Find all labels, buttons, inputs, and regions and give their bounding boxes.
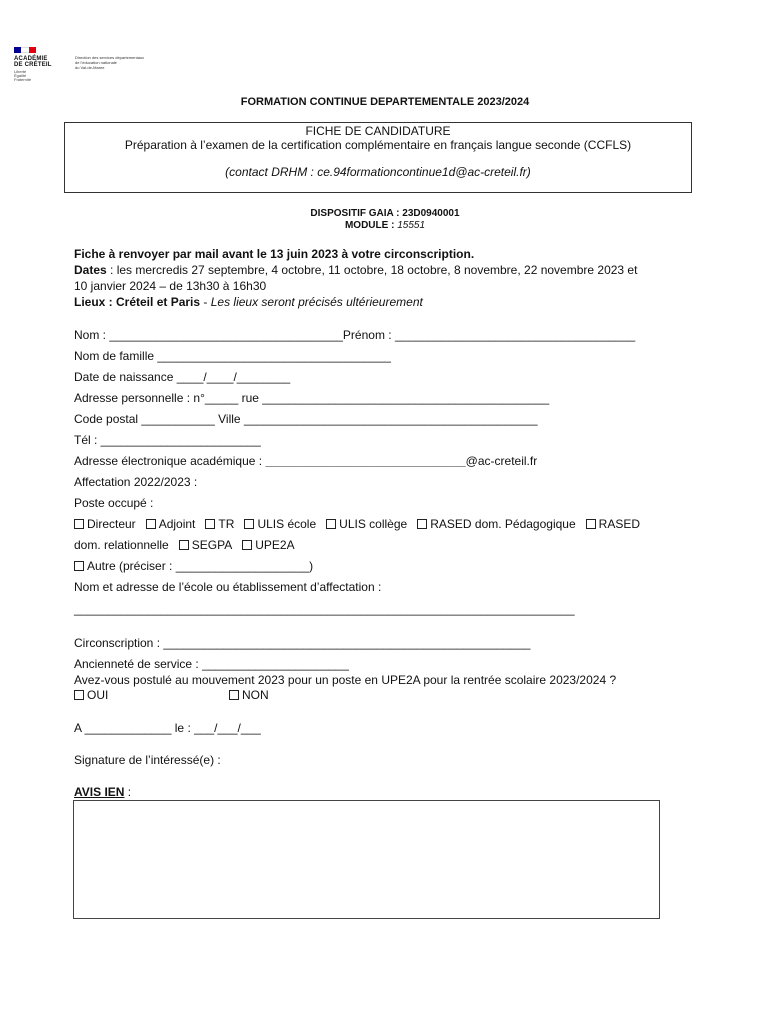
- email-field[interactable]: [74, 454, 537, 468]
- option-directeur-label: Directeur: [87, 517, 136, 531]
- option-non-label: NON: [242, 688, 269, 702]
- signature-label: Signature de l’intéressé(e) :: [74, 753, 221, 767]
- lieux-note: Les lieux seront précisés ultérieurement: [210, 295, 423, 309]
- ecole-field[interactable]: ___________________________________________________________________________: [74, 602, 575, 616]
- mouvement-question: Avez-vous postulé au mouvement 2023 pour un poste en UPE2A pour la rentrée scolaire 2023/2024 ?: [74, 673, 617, 687]
- dispositif-gaia: DISPOSITIF GAIA : 23D0940001: [310, 208, 460, 219]
- avis-ien-label: AVIS IEN: [74, 785, 125, 799]
- checkbox-icon[interactable]: [74, 561, 84, 571]
- option-directeur[interactable]: [74, 517, 136, 531]
- nom-famille-field[interactable]: Nom de famille ___________________________________: [74, 349, 391, 363]
- checkbox-icon[interactable]: [74, 519, 84, 529]
- checkbox-icon[interactable]: [205, 519, 215, 529]
- affectation-label: Affectation 2022/2023 :: [74, 475, 198, 489]
- logo-line-2: DE CRÉTEIL: [14, 62, 52, 68]
- avis-ien: [74, 785, 131, 799]
- ecole-label: Nom et adresse de l’école ou établissement d’affectation :: [74, 580, 382, 594]
- code-postal-field[interactable]: Code postal ___________ Ville ____________________________________________: [74, 412, 538, 426]
- date-naissance-field[interactable]: Date de naissance ____/____/________: [74, 370, 291, 384]
- option-oui[interactable]: [74, 688, 108, 702]
- logo-side-3: du Val-de-Marne: [75, 65, 105, 70]
- checkbox-icon[interactable]: [586, 519, 596, 529]
- renvoi-line: Fiche à renvoyer par mail avant le 13 juin 2023 à votre circonscription.: [74, 247, 475, 261]
- republic-flag-icon: [14, 47, 36, 53]
- email-label: Adresse électronique académique :: [74, 454, 266, 468]
- module-label: MODULE :: [344, 220, 395, 231]
- option-adjoint-label: Adjoint: [158, 517, 196, 531]
- poste-label: Poste occupé :: [74, 496, 154, 510]
- checkbox-icon[interactable]: [179, 540, 189, 550]
- option-ulis-college[interactable]: [326, 517, 407, 531]
- option-rased-peda[interactable]: [417, 517, 575, 531]
- dates-text-1: : les mercredis 27 septembre, 4 octobre, 11 octobre, 18 octobre, 8 novembre, 22 novembre 2023 et: [106, 263, 638, 277]
- logo-line-1: ACADÉMIE: [14, 56, 48, 62]
- circonscription-field[interactable]: Circonscription : _______________________________________________________: [74, 636, 531, 650]
- option-upe2a-label: UPE2A: [255, 538, 295, 552]
- option-adjoint[interactable]: [146, 517, 196, 531]
- lieux-label: Lieux : Créteil et Paris: [74, 295, 201, 309]
- dates-line-2: 10 janvier 2024 – de 13h30 à 16h30: [74, 279, 267, 293]
- lieux-sep: -: [200, 295, 211, 309]
- logo-motto-3: Fraternité: [14, 77, 32, 82]
- email-domain: @ac-creteil.fr: [465, 454, 538, 468]
- contact-line: (contact DRHM : ce.94formationcontinue1d@ac-creteil.fr): [225, 165, 531, 179]
- option-rased-rel-label: RASED: [598, 517, 641, 531]
- checkbox-icon[interactable]: [242, 540, 252, 550]
- logo-side-2: de l'éducation nationale: [75, 60, 117, 65]
- option-rased-rel-cont: dom. relationnelle: [74, 538, 169, 552]
- page-title: FORMATION CONTINUE DEPARTEMENTALE 2023/2024: [240, 96, 530, 108]
- logo-side-1: Direction des services départementaux: [75, 55, 145, 60]
- poste-options-row-1: [74, 517, 640, 531]
- option-autre[interactable]: [74, 559, 313, 573]
- option-ulis-college-label: ULIS collège: [339, 517, 408, 531]
- option-tr-label: TR: [218, 517, 235, 531]
- candidature-box: [64, 122, 692, 193]
- nom-prenom-field[interactable]: Nom : ___________________________________Prénom : ____________________________________: [74, 328, 636, 342]
- academie-logo: [14, 47, 174, 87]
- dates-line-1: [74, 263, 637, 278]
- option-oui-label: OUI: [87, 688, 109, 702]
- checkbox-icon[interactable]: [326, 519, 336, 529]
- option-ulis-ecole[interactable]: [244, 517, 316, 531]
- lieu-date-field[interactable]: A _____________ le : ___/___/___: [74, 721, 261, 735]
- option-segpa[interactable]: [179, 538, 232, 552]
- checkbox-icon[interactable]: [146, 519, 156, 529]
- module-value: 15551: [397, 220, 426, 231]
- fiche-subtitle: Préparation à l’examen de la certification complémentaire en français langue seconde (CCFLS): [124, 138, 632, 152]
- avis-ien-box[interactable]: [73, 800, 660, 919]
- option-ulis-ecole-label: ULIS école: [257, 517, 317, 531]
- checkbox-icon[interactable]: [244, 519, 254, 529]
- dates-label: Dates: [74, 263, 107, 277]
- option-upe2a[interactable]: [242, 538, 294, 552]
- logo-motto-1: Liberté: [14, 69, 27, 74]
- option-non[interactable]: [229, 688, 269, 702]
- anciennete-field[interactable]: Ancienneté de service : ______________________: [74, 657, 349, 671]
- poste-options-row-2: [74, 538, 295, 552]
- checkbox-icon[interactable]: [229, 690, 239, 700]
- logo-motto-2: Égalité: [14, 73, 27, 78]
- checkbox-icon[interactable]: [74, 690, 84, 700]
- option-tr[interactable]: [205, 517, 234, 531]
- option-rased-rel[interactable]: [586, 517, 640, 531]
- lieux-line: [74, 295, 423, 310]
- avis-ien-colon: :: [124, 785, 132, 799]
- checkbox-icon[interactable]: [417, 519, 427, 529]
- module-line: [0, 220, 770, 231]
- option-rased-peda-label: RASED dom. Pédagogique: [430, 517, 576, 531]
- email-blank[interactable]: ______________________________: [265, 454, 466, 468]
- fiche-title: FICHE DE CANDIDATURE: [305, 124, 451, 138]
- option-segpa-label: SEGPA: [191, 538, 233, 552]
- tel-field[interactable]: Tél : ________________________: [74, 433, 261, 447]
- adresse-field[interactable]: Adresse personnelle : n°_____ rue ___________________________________________: [74, 391, 550, 405]
- option-autre-label: Autre (préciser : ____________________): [87, 559, 314, 573]
